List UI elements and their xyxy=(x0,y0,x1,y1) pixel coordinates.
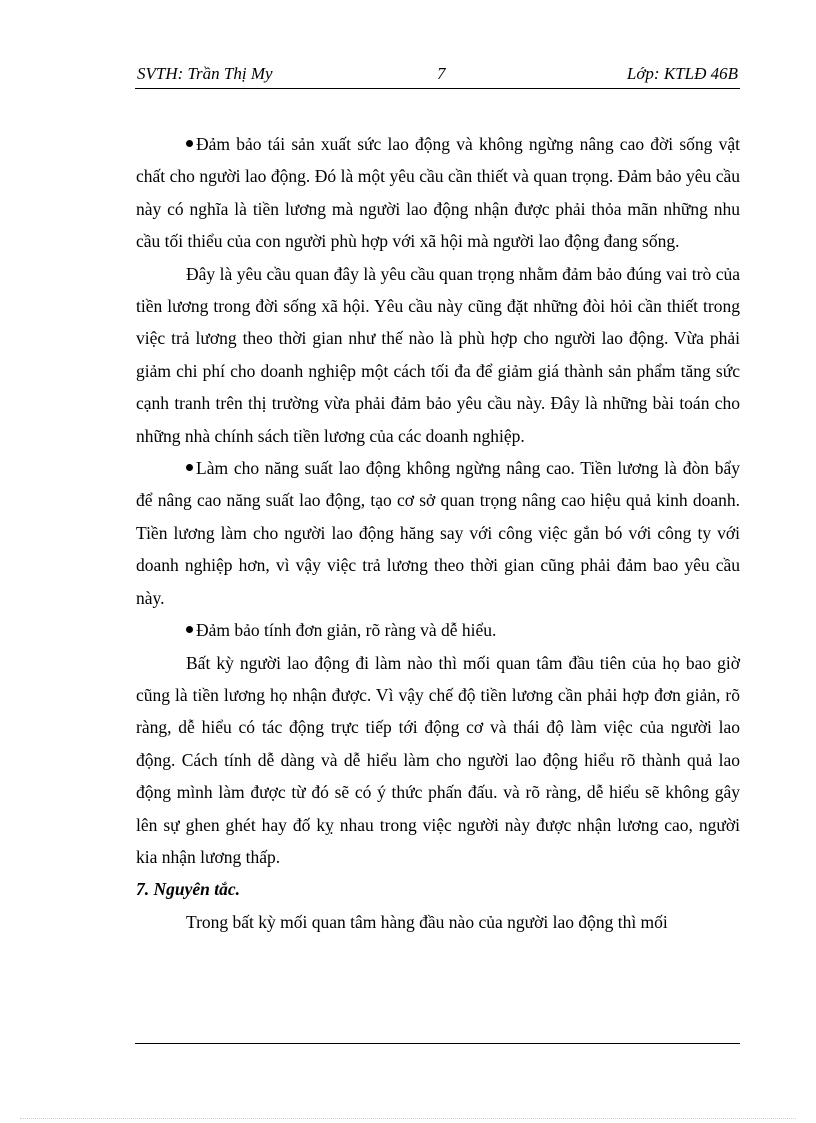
paragraph-text: Đảm bảo tính đơn giản, rõ ràng và dễ hiểu. xyxy=(196,620,497,641)
paragraph-text: Làm cho năng suất lao động không ngừng nâng cao. Tiền lương là đòn bẩy để nâng cao năng suất lao động, tạo cơ sở quan trọng nâng cao hiệu quả kinh doanh. Tiền lương làm cho người lao động hăng say với công việc gắn bó với công ty với doanh nghiệp hơn, vì vậy việc trả lương theo thời gian cũng phải đảm bao yêu cầu này. xyxy=(136,458,740,608)
paragraph-bullet-1 xyxy=(136,128,740,258)
header-student-name: SVTH: Trần Thị My xyxy=(137,64,273,83)
paragraph-text: Đảm bảo tái sản xuất sức lao động và không ngừng nâng cao đời sống vật chất cho người lao động. Đó là một yêu cầu cần thiết và quan trọng. Đảm bảo yêu cầu này có nghĩa là tiền lương mà người lao động nhận được phải thỏa mãn những nhu cầu tối thiểu của con người phù hợp với xã hội mà người lao động đang sống. xyxy=(136,134,740,252)
bullet-icon xyxy=(186,464,193,471)
footer-rule xyxy=(135,1043,740,1044)
bullet-icon xyxy=(186,626,193,633)
bullet-icon xyxy=(186,140,193,147)
page-edge-divider xyxy=(20,1118,796,1119)
page-header xyxy=(135,62,740,89)
paragraph-5: Bất kỳ người lao động đi làm nào thì mối quan tâm đầu tiên của họ bao giờ cũng là tiền lương họ nhận được. Vì vậy chế độ tiền lương cần phải hợp đơn giản, rõ ràng, dễ hiểu có tác động trực tiếp tới động cơ và thái độ làm việc của người lao động. Cách tính dễ dàng và dễ hiểu làm cho người lao động hiểu rõ thành quả lao động mình làm được từ đó sẽ có ý thức phấn đấu. và rõ ràng, dễ hiểu sẽ không gây lên sự ghen ghét hay đố kỵ nhau trong việc người này được nhận lương cao, người kia nhận lương thấp. xyxy=(136,652,740,867)
paragraph-bullet-2 xyxy=(136,452,740,614)
section-heading: 7. Nguyên tắc. xyxy=(136,879,241,900)
header-page-number: 7 xyxy=(437,64,446,83)
header-class: Lớp: KTLĐ 46B xyxy=(626,64,738,83)
paragraph-bullet-3 xyxy=(136,614,740,646)
page-body xyxy=(136,128,740,938)
paragraph-6: Trong bất kỳ mối quan tâm hàng đầu nào của người lao động thì mối xyxy=(186,911,668,932)
paragraph-2: Đây là yêu cầu quan đây là yêu cầu quan trọng nhằm đảm bảo đúng vai trò của tiền lương trong đời sống xã hội. Yêu cầu này cũng đặt những đòi hỏi cần thiết trong việc trả lương theo thời gian như thế nào là phù hợp cho người lao động. Vừa phải giảm chi phí cho doanh nghiệp một cách tối đa để giảm giá thành sản phẩm tăng sức cạnh tranh trên thị trường vừa phải đảm bảo yêu cầu này. Đây là những bài toán cho những nhà chính sách tiền lương của các doanh nghiệp. xyxy=(136,263,740,446)
